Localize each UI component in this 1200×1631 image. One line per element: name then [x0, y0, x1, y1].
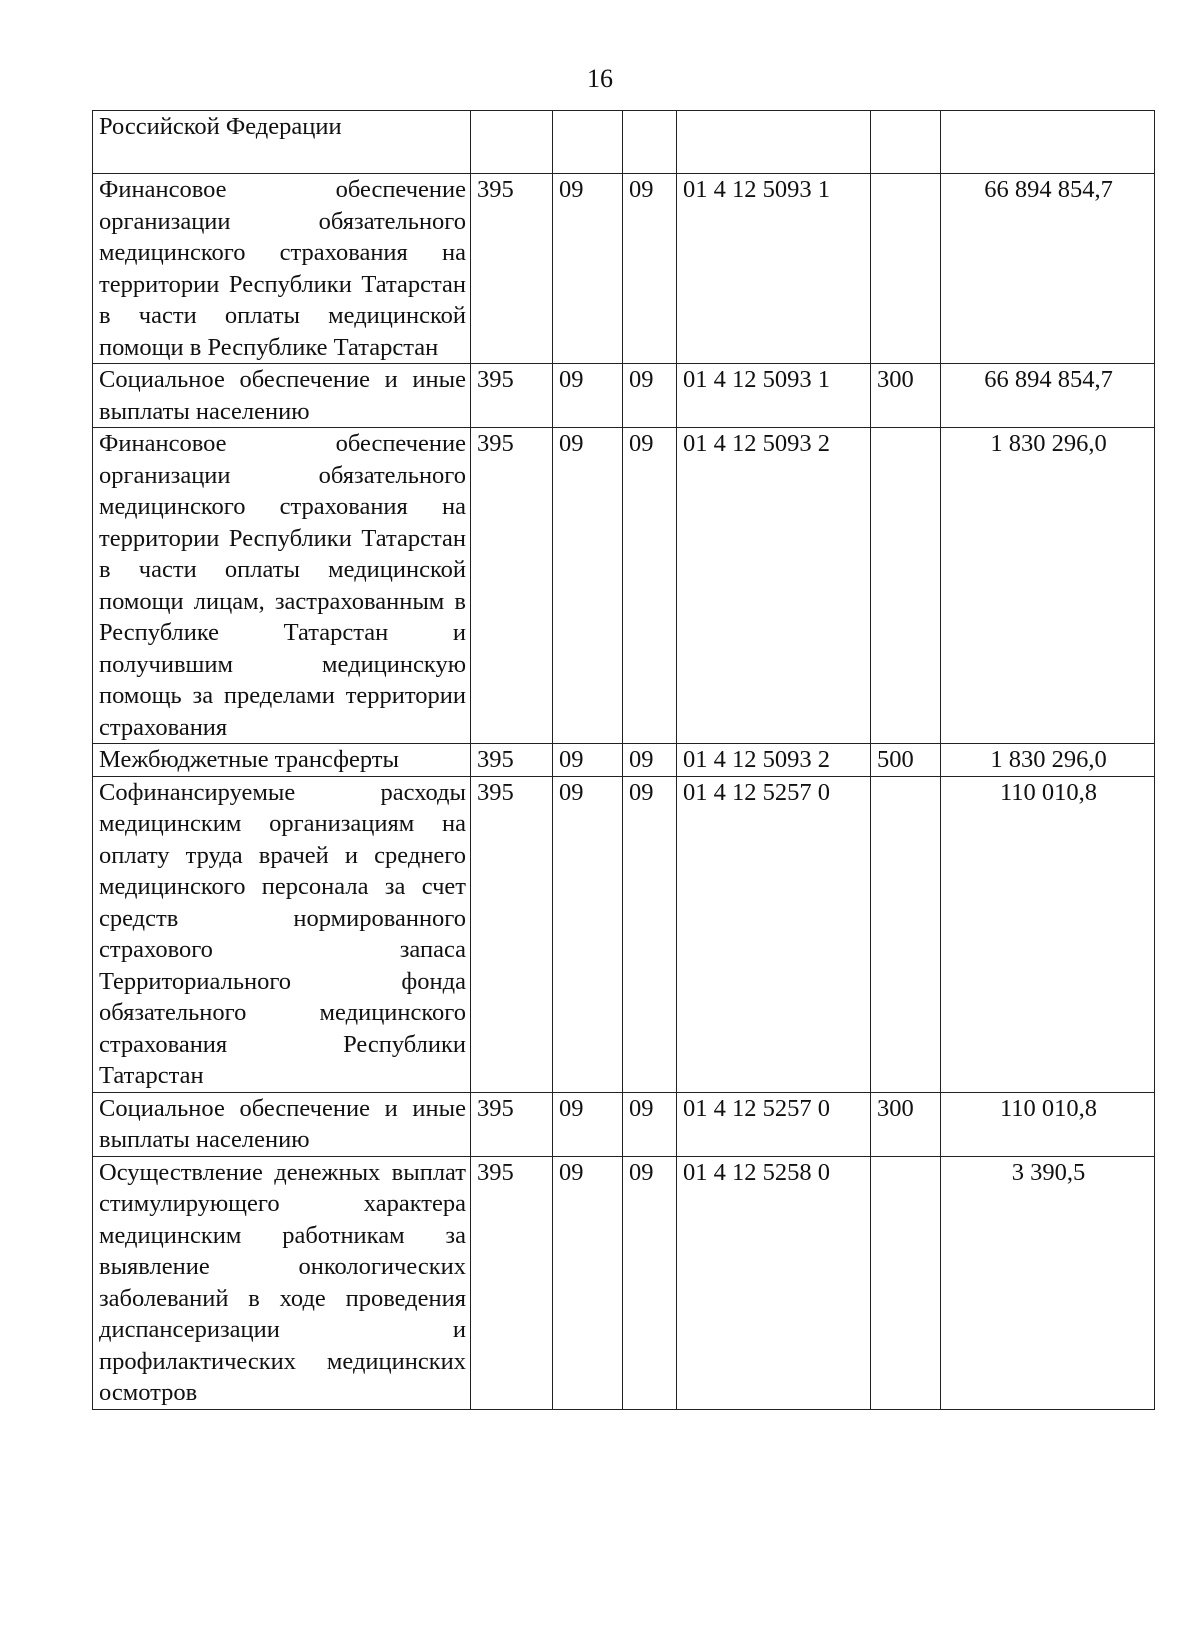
section-code: 09 [553, 428, 623, 744]
subsection-code: 09 [623, 776, 677, 1092]
section-code [553, 111, 623, 174]
row-name: Осуществление денежных выплат стимулирующего характера медицинским работникам за выявление онкологических заболеваний в ходе проведения диспансеризации и профилактических медицинских осмотров [93, 1156, 471, 1409]
row-name: Финансовое обеспечение организации обязательного медицинского страхования на территории Республики Татарстан в части оплаты медицинской помощи лицам, застрахованным в Республике Татарстан и получившим медицинскую помощь за пределами территории страхования [93, 428, 471, 744]
ministry-code: 395 [471, 744, 553, 777]
amount: 3 390,5 [941, 1156, 1155, 1409]
ministry-code: 395 [471, 174, 553, 364]
ministry-code: 395 [471, 364, 553, 428]
target-code: 01 4 12 5093 1 [677, 364, 871, 428]
subsection-code: 09 [623, 428, 677, 744]
target-code: 01 4 12 5093 2 [677, 428, 871, 744]
expense-type-code [871, 1156, 941, 1409]
subsection-code: 09 [623, 744, 677, 777]
table-row [93, 364, 1155, 428]
expense-type-code [871, 111, 941, 174]
expense-type-code [871, 776, 941, 1092]
row-name: Межбюджетные трансферты [93, 744, 471, 777]
amount: 1 830 296,0 [941, 428, 1155, 744]
ministry-code: 395 [471, 1092, 553, 1156]
row-name: Финансовое обеспечение организации обязательного медицинского страхования на территории Республики Татарстан в части оплаты медицинской помощи в Республике Татарстан [93, 174, 471, 364]
subsection-code: 09 [623, 364, 677, 428]
row-name: Российской Федерации [93, 111, 471, 174]
section-code: 09 [553, 776, 623, 1092]
amount [941, 111, 1155, 174]
amount: 110 010,8 [941, 1092, 1155, 1156]
subsection-code [623, 111, 677, 174]
row-name: Софинансируемые расходы медицинским организациям на оплату труда врачей и среднего медицинского персонала за счет средств нормированного страхового запаса Территориального фонда обязательного медицинского страхования Республики Татарстан [93, 776, 471, 1092]
subsection-code: 09 [623, 1156, 677, 1409]
expense-type-code [871, 428, 941, 744]
target-code: 01 4 12 5093 1 [677, 174, 871, 364]
target-code: 01 4 12 5257 0 [677, 1092, 871, 1156]
target-code: 01 4 12 5258 0 [677, 1156, 871, 1409]
subsection-code: 09 [623, 1092, 677, 1156]
expense-type-code [871, 174, 941, 364]
table-row [93, 1156, 1155, 1409]
section-code: 09 [553, 744, 623, 777]
expense-type-code: 300 [871, 364, 941, 428]
page-number: 16 [587, 64, 613, 93]
section-code: 09 [553, 1092, 623, 1156]
ministry-code [471, 111, 553, 174]
target-code: 01 4 12 5093 2 [677, 744, 871, 777]
table-row [93, 428, 1155, 744]
ministry-code: 395 [471, 776, 553, 1092]
section-code: 09 [553, 364, 623, 428]
expense-type-code: 300 [871, 1092, 941, 1156]
table-row [93, 776, 1155, 1092]
section-code: 09 [553, 1156, 623, 1409]
table-row [93, 174, 1155, 364]
target-code: 01 4 12 5257 0 [677, 776, 871, 1092]
expense-type-code: 500 [871, 744, 941, 777]
section-code: 09 [553, 174, 623, 364]
target-code [677, 111, 871, 174]
table-row [93, 1092, 1155, 1156]
subsection-code: 09 [623, 174, 677, 364]
amount: 1 830 296,0 [941, 744, 1155, 777]
amount: 110 010,8 [941, 776, 1155, 1092]
row-name: Социальное обеспечение и иные выплаты населению [93, 364, 471, 428]
table-row [93, 111, 1155, 174]
table-row [93, 744, 1155, 777]
ministry-code: 395 [471, 428, 553, 744]
row-name: Социальное обеспечение и иные выплаты населению [93, 1092, 471, 1156]
budget-table [92, 110, 1155, 1410]
ministry-code: 395 [471, 1156, 553, 1409]
amount: 66 894 854,7 [941, 364, 1155, 428]
amount: 66 894 854,7 [941, 174, 1155, 364]
